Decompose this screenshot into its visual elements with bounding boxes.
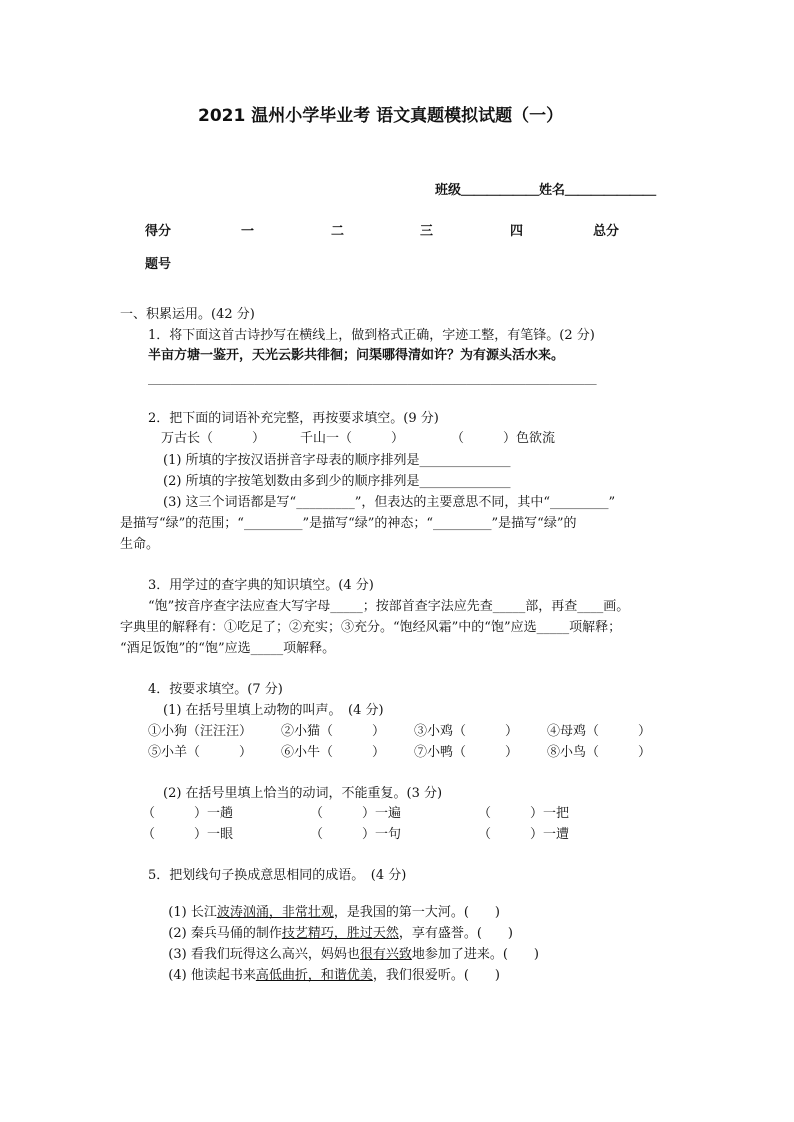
page-title: 2021 温州小学毕业考 语文真题模拟试题（一）	[198, 106, 564, 126]
q5-item-pre: (4) 他读起书来	[168, 968, 256, 983]
score-row-tihao: 题号	[145, 257, 172, 272]
q2-prompt: 2．把下面的词语补充完整，再按要求填空。(9 分)	[148, 411, 439, 426]
class-name-line: 班级＿＿＿＿＿＿姓名＿＿＿＿＿＿＿	[435, 183, 657, 198]
q3-line2: 字典里的解释有：①吃足了；②充实；③充分。“饱经风霜”中的“饱”应选_____项解释；	[120, 620, 622, 635]
q5-item-post: ，我们很爱听。( )	[372, 968, 500, 983]
animal-item: ②小猫（ ）	[281, 724, 386, 739]
score-header-1: 一	[241, 224, 255, 239]
q1-poem: 半亩方塘一鉴开，天光云影共徘徊；问渠哪得清如许？为有源头活水来。	[148, 348, 565, 363]
verb-item: （ ）一把	[478, 806, 570, 821]
q5-item-post: 地参加了进来。( )	[411, 947, 539, 962]
animal-item: ④母鸡（ ）	[547, 724, 652, 739]
q5-item	[160, 952, 500, 984]
q4-prompt: 4．按要求填空。(7 分)	[148, 682, 283, 697]
q4-sub1-prompt: (1) 在括号里填上动物的叫声。 (4 分)	[163, 703, 384, 718]
score-header-total: 总分	[593, 224, 620, 239]
q3-line1: “饱”按音序查字法应查大写字母_____；按部首查字法应先查_____部，再查____画。	[148, 599, 630, 614]
q3-line3: “酒足饭饱”的“饱”应选_____项解释。	[120, 641, 336, 656]
score-header-4: 四	[510, 224, 524, 239]
q2-word-3: （ ）色欲流	[451, 431, 556, 446]
q2-word-2: 千山一（ ）	[300, 431, 405, 446]
q2-sub3-line1: (3) 这三个词语都是写“_________”，但表达的主要意思不同，其中“_________”	[163, 495, 616, 510]
q5-item-underlined: 高低曲折，和谐优美	[255, 968, 373, 983]
q2-sub3-line3: 生命。	[120, 537, 160, 552]
q2-sub3-line2: 是描写“绿”的范围；“_________”是描写“绿”的神态；“_________”是描写“绿”的	[120, 516, 577, 531]
q4-sub2-prompt: (2) 在括号里填上恰当的动词，不能重复。(3 分)	[163, 786, 443, 801]
q5-item-post: ，享有盛誉。( )	[398, 926, 513, 941]
animal-item: ⑤小羊（ ）	[148, 745, 253, 760]
verb-item: （ ）一眼	[142, 827, 234, 842]
q2-word-1: 万古长（ ）	[161, 431, 266, 446]
section1-heading: 一、积累运用。(42 分)	[120, 307, 255, 322]
animal-item: ①小狗（汪汪汪）	[148, 724, 253, 739]
q5-prompt: 5．把划线句子换成意思相同的成语。 (4 分)	[148, 868, 407, 883]
animal-item: ⑧小鸟（ ）	[547, 745, 652, 760]
animal-item: ③小鸡（ ）	[414, 724, 519, 739]
q5-item-underlined: 技艺精巧，胜过天然	[281, 926, 399, 941]
animal-item: ⑥小牛（ ）	[281, 745, 386, 760]
q5-item-pre: (2) 秦兵马俑的制作	[168, 926, 282, 941]
score-header-defen: 得分	[145, 224, 172, 239]
q1-prompt: 1．将下面这首古诗抄写在横线上，做到格式正确，字迹工整，有笔锋。(2 分)	[148, 328, 595, 343]
verb-item: （ ）一遭	[478, 827, 570, 842]
q5-item-underlined: 很有兴致	[359, 947, 412, 962]
q2-sub1: (1) 所填的字按汉语拼音字母表的顺序排列是______________	[163, 453, 511, 468]
animal-item: ⑦小鸭（ ）	[414, 745, 519, 760]
q1-answer-line[interactable]: ＿＿＿＿＿＿＿＿＿＿＿＿＿＿＿＿＿＿＿＿＿＿＿＿＿＿＿＿＿＿＿＿＿＿＿＿＿＿	[148, 372, 597, 386]
verb-item: （ ）一遍	[310, 806, 402, 821]
verb-item: （ ）一趟	[142, 806, 234, 821]
q5-item-post: ，是我国的第一大河。( )	[333, 905, 500, 920]
verb-item: （ ）一句	[310, 827, 402, 842]
q2-sub2: (2) 所填的字按笔划数由多到少的顺序排列是______________	[163, 474, 511, 489]
q5-item-pre: (3) 看我们玩得这么高兴，妈妈也	[168, 947, 360, 962]
q5-item-pre: (1) 长江	[168, 905, 217, 920]
q3-prompt: 3．用学过的查字典的知识填空。(4 分)	[148, 578, 374, 593]
score-header-3: 三	[420, 224, 434, 239]
score-header-2: 二	[331, 224, 345, 239]
q5-item-underlined: 波涛汹涌，非常壮观	[216, 905, 334, 920]
